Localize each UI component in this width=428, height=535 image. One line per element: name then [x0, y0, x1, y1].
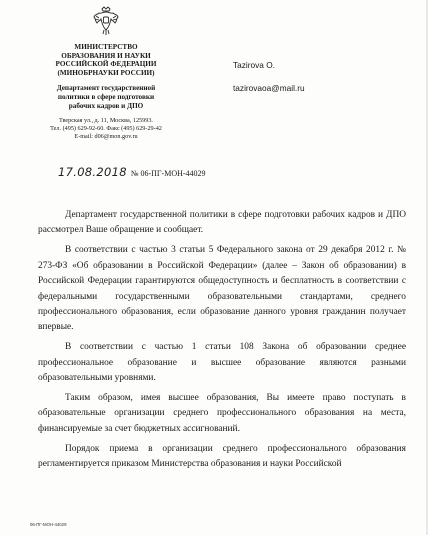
- department-line: Департамент государственной: [56, 84, 156, 93]
- document-number: № 06-ПГ-МОН-44029: [130, 169, 206, 178]
- ministry-line: РОССИЙСКОЙ ФЕДЕРАЦИИ: [55, 60, 157, 69]
- body-paragraph: В соответствии с частью 3 статьи 5 Федерального закона от 29 декабря 2012 г. № 273-ФЗ «Об образовании в Российской Федерации» (далее – Закон об образовании) в Российской Федерации гарантируются общедоступность и бесплатность в соответствии с федеральными государственными образовательными стандартами, среднего профессионального образования, если образование данного уровня гражданин получает впервые.: [38, 245, 406, 333]
- body-paragraph: Таким образом, имея высшее образования, Вы имеете право поступать в образовательные организации среднего профессионального образования на места, финансируемые за счет бюджетных ассигнований.: [38, 392, 406, 434]
- recipient-email: tazirovaoa@mail.ru: [233, 83, 305, 93]
- ministry-name: [40, 43, 172, 77]
- email-line: E-mail: d06@mon.gov.ru: [74, 132, 138, 140]
- phone-line: Тел. (495) 629-92-60. Факс (495) 629-29-42: [50, 124, 162, 132]
- address-line: Тверская ул., д. 11, Москва, 125993.: [59, 117, 153, 125]
- handwritten-date: 17.08.2018: [58, 165, 127, 179]
- contact-address: [40, 117, 172, 140]
- department-line: рабочих кадров и ДПО: [68, 101, 144, 110]
- body-paragraph: В соответствии с частью 1 статьи 108 Закона об образовании среднее профессиональное образование и высшее образование являются разными образовательными уровнями.: [38, 342, 406, 384]
- body-paragraph: Департамент государственной политики в сфере подготовки рабочих кадров и ДПО рассмотрел Ваше обращение и сообщает.: [38, 210, 406, 236]
- date-and-number: [58, 165, 206, 179]
- recipient-name: Tazirova O.: [233, 60, 275, 70]
- ministry-line: МИНИСТЕРСТВО: [74, 43, 138, 51]
- letter-body: [38, 208, 406, 473]
- department-name: [40, 84, 172, 110]
- recipient-block: [233, 60, 305, 93]
- body-paragraph: Порядок приема в организации среднего профессионального образования регламентируется приказом Министерства образования и науки Российской: [38, 443, 406, 470]
- ministry-line: (МИНОБРНАУКИ РОССИИ): [57, 68, 155, 77]
- letterhead: [40, 43, 172, 140]
- russian-coat-of-arms-icon: [93, 6, 119, 36]
- department-line: политики в сфере подготовки: [57, 92, 155, 101]
- footer-code: 06-ПГ-МОН-44029: [30, 522, 67, 527]
- ministry-line: ОБРАЗОВАНИЯ И НАУКИ: [61, 51, 151, 60]
